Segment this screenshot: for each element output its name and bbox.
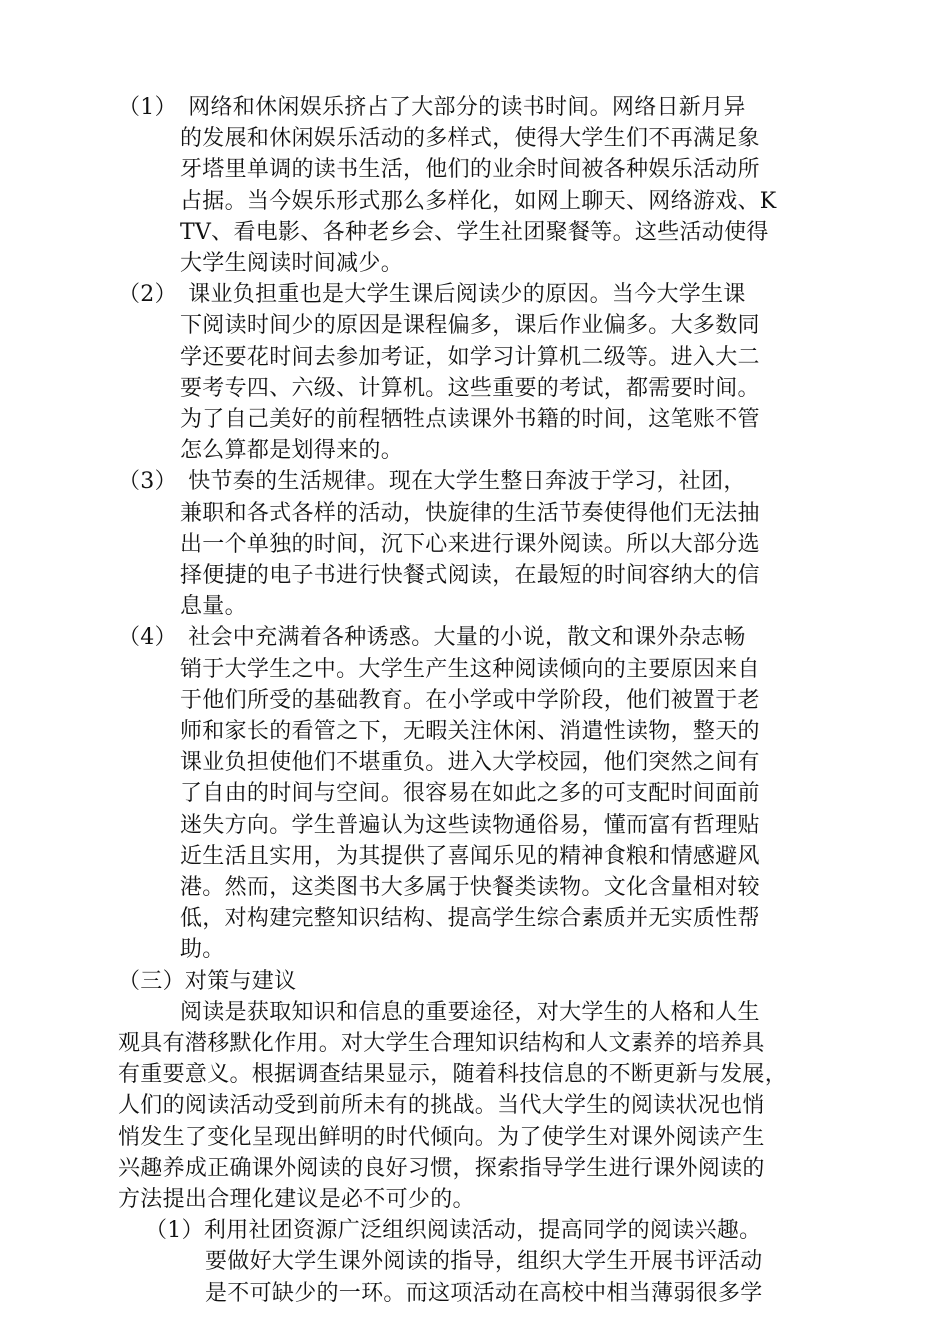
text-line: 方法提出合理化建议是必不可少的。 xyxy=(118,1187,475,1212)
text-line: 要考专四、六级、计算机。这些重要的考试，都需要时间。 xyxy=(180,375,760,401)
text-line: 占据。当今娱乐形式那么多样化，如网上聊天、网络游戏、K xyxy=(180,188,777,214)
text-line: 低，对构建完整知识结构、提高学生综合素质并无实质性帮 xyxy=(180,906,760,932)
text-line: 港。然而，这类图书大多属于快餐类读物。文化含量相对较 xyxy=(180,875,760,900)
text-line: 有重要意义。根据调查结果显示，随着科技信息的不断更新与发展， xyxy=(118,1062,788,1088)
text-line: 择便捷的电子书进行快餐式阅读，在最短的时间容纳大的信 xyxy=(180,563,760,588)
text-line: （1）利用社团资源广泛组织阅读活动，提高同学的阅读兴趣。 xyxy=(145,1218,762,1244)
text-line: 悄发生了变化呈现出鲜明的时代倾向。为了使学生对课外阅读产生 xyxy=(118,1124,765,1150)
text-line: （3） 快节奏的生活规律。现在大学生整日奔波于学习，社团， xyxy=(118,469,746,495)
text-line: 是不可缺少的一环。而这项活动在高校中相当薄弱很多学 xyxy=(205,1280,763,1306)
text-line: 学还要花时间去参加考证，如学习计算机二级等。进入大二 xyxy=(180,344,760,370)
text-line: 阅读是获取知识和信息的重要途径，对大学生的人格和人生 xyxy=(180,999,760,1025)
text-line: 要做好大学生课外阅读的指导，组织大学生开展书评活动 xyxy=(205,1249,763,1275)
text-line: 为了自己美好的前程牺牲点读课外书籍的时间，这笔账不管 xyxy=(180,407,760,432)
text-line: （1） 网络和休闲娱乐挤占了大部分的读书时间。网络日新月异 xyxy=(118,95,746,120)
text-line: 牙塔里单调的读书生活，他们的业余时间被各种娱乐活动所 xyxy=(180,157,760,183)
text-line: （4） 社会中充满着各种诱惑。大量的小说，散文和课外杂志畅 xyxy=(118,625,746,651)
text-line: 于他们所受的基础教育。在小学或中学阶段，他们被置于老 xyxy=(180,687,760,713)
text-line: 兼职和各式各样的活动，快旋律的生活节奏使得他们无法抽 xyxy=(180,500,760,526)
text-line: 的发展和休闲娱乐活动的多样式，使得大学生们不再满足象 xyxy=(180,126,760,152)
text-line: （2） 课业负担重也是大学生课后阅读少的原因。当今大学生课 xyxy=(118,282,746,308)
text-line: 销于大学生之中。大学生产生这种阅读倾向的主要原因来自 xyxy=(180,656,760,682)
text-line: 息量。 xyxy=(180,594,247,620)
text-line: 观具有潜移默化作用。对大学生合理知识结构和人文素养的培养具 xyxy=(118,1031,765,1056)
text-line: 大学生阅读时间减少。 xyxy=(180,251,404,276)
text-line: 师和家长的看管之下，无暇关注休闲、消遣性读物，整天的 xyxy=(180,719,760,744)
text-line: TV、看电影、各种老乡会、学生社团聚餐等。这些活动使得 xyxy=(180,219,769,245)
text-line: 迷失方向。学生普遍认为这些读物通俗易，懂而富有哲理贴 xyxy=(180,812,760,838)
text-line: 怎么算都是划得来的。 xyxy=(180,438,404,464)
text-line: 助。 xyxy=(180,937,225,963)
text-line: 兴趣养成正确课外阅读的良好习惯，探索指导学生进行课外阅读的 xyxy=(118,1155,765,1181)
section-heading: （三）对策与建议 xyxy=(118,968,297,994)
text-line: 课业负担使他们不堪重负。进入大学校园，他们突然之间有 xyxy=(180,750,760,776)
text-line: 人们的阅读活动受到前所未有的挑战。当代大学生的阅读状况也悄 xyxy=(118,1093,765,1119)
text-line: 了自由的时间与空间。很容易在如此之多的可支配时间面前 xyxy=(180,781,760,807)
text-line: 近生活且实用，为其提供了喜闻乐见的精神食粮和情感避风 xyxy=(180,843,760,869)
text-line: 下阅读时间少的原因是课程偏多，课后作业偏多。大多数同 xyxy=(180,313,760,339)
text-line: 出一个单独的时间，沉下心来进行课外阅读。所以大部分选 xyxy=(180,531,760,557)
